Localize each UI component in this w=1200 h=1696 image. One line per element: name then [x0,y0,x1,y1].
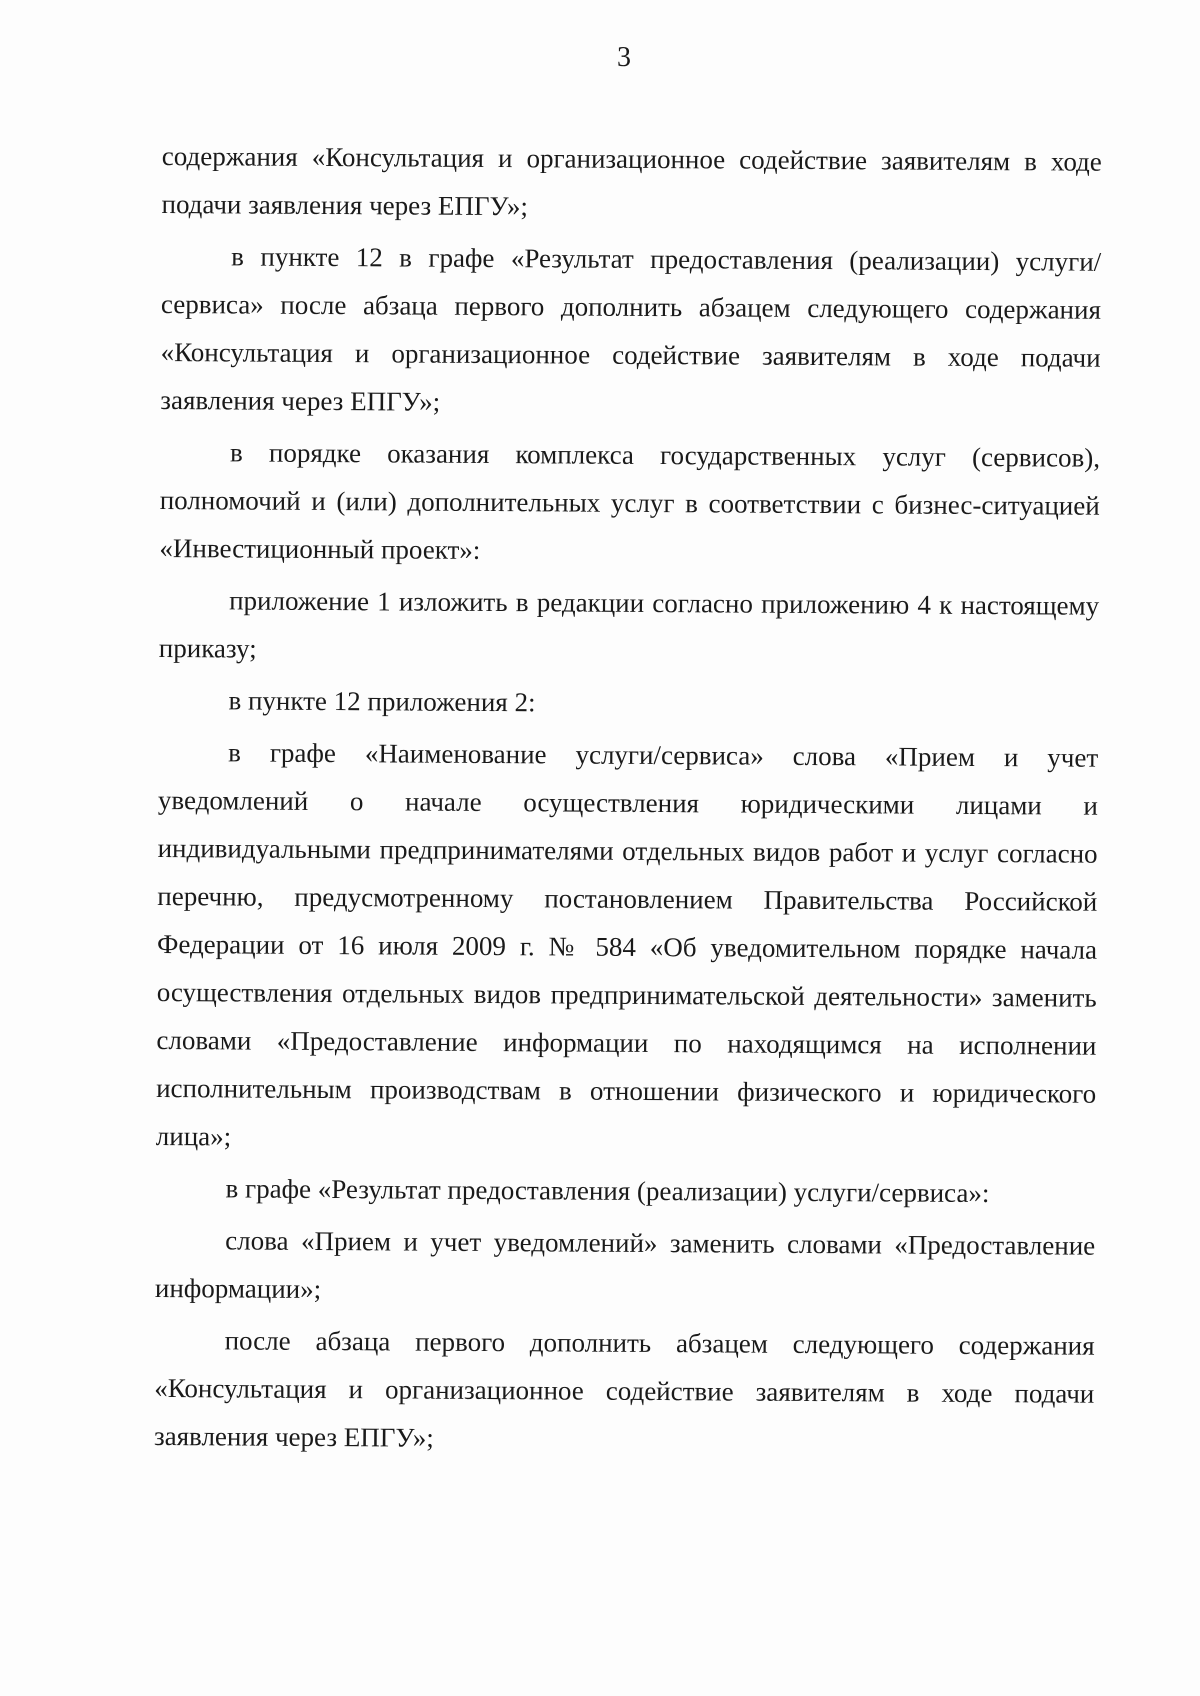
paragraph-3: в порядке оказания комплекса государственных услуг (сервисов), полномочий и (или) дополнительных услуг в соответствии с бизнес-ситуацией «Инвестиционный проект»: [159,437,1101,565]
paragraph-1: содержания «Консультация и организационное содействие заявителям в ходе подачи заявления через ЕПГУ»; [161,140,1102,222]
paragraph-7: в графе «Результат предоставления (реализации) услуги/сервиса»: [225,1173,990,1209]
paragraph-6: в графе «Наименование услуги/сервиса» слова «Прием и учет уведомлений о начале осуществления юридическими лицами и индивидуальными предпринимателями отдельных видов работ и услуг согласно перечню, предусмотренному постановлением Правительства Российской Федерации от 16 июля 2009 г. № 584 «Об уведомительном порядке начала осуществления отдельных видов предпринимательской деятельности» заменить словами «Предоставление информации по находящимся на исполнении исполнительным производствам в отношении физического и юридического лица»; [155,737,1099,1152]
paragraph-8: слова «Прием и учет уведомлений» заменить словами «Предоставление информации»; [154,1225,1096,1304]
document-body [154,132,1102,1470]
paragraph-9: после абзаца первого дополнить абзацем следующего содержания «Консультация и организационное содействие заявителям в ходе подачи заявления через ЕПГУ»; [153,1325,1095,1453]
paragraph-5: в пункте 12 приложения 2: [228,685,536,718]
paragraph-2: в пункте 12 в графе «Результат предоставления (реализации) услуги/сервиса» после абзаца первого дополнить абзацем следующего содержания «Консультация и организационное содействие заявителям в ходе подачи заявления через ЕПГУ»; [160,241,1102,417]
page-number: 3 [617,42,631,73]
paragraph-4: приложение 1 изложить в редакции согласно приложению 4 к настоящему приказу; [158,585,1100,664]
